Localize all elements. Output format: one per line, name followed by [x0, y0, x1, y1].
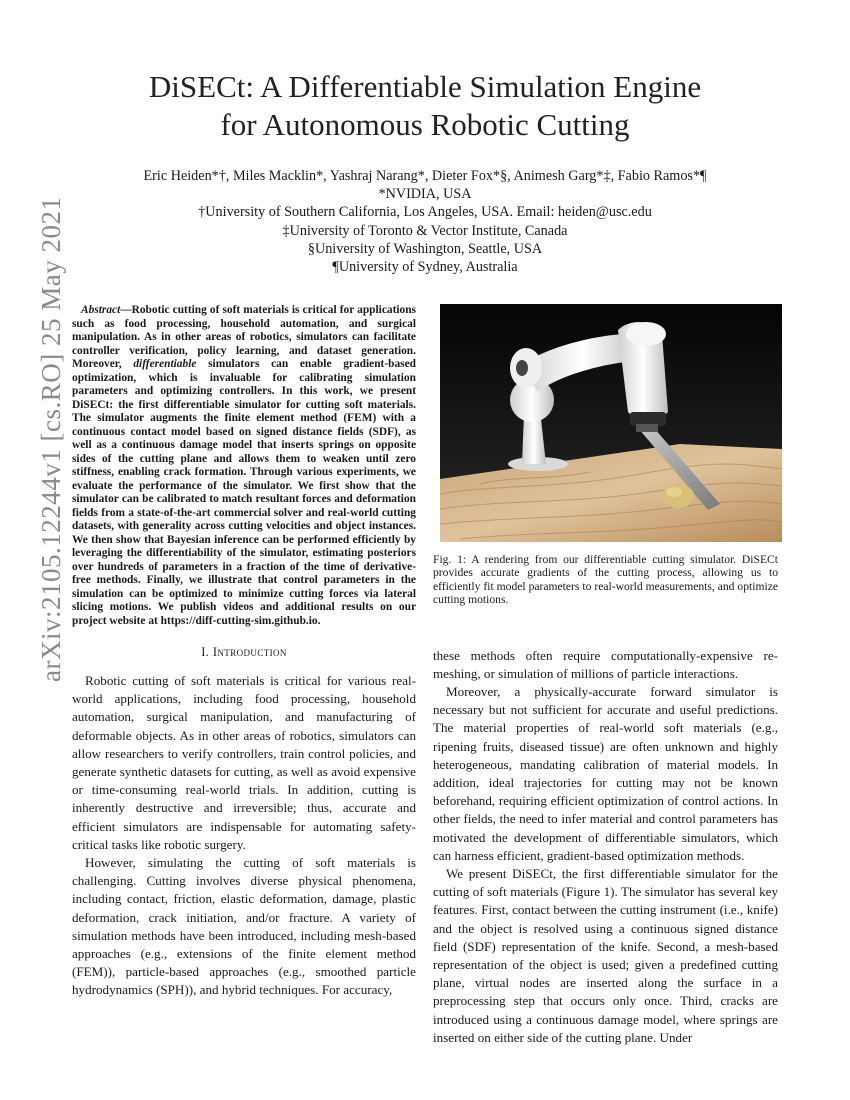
abstract-text-a: Robotic cutting of soft materials is critical for applications such as food processing, household automation, and surgical manipulation. As in other areas of robotics, simulators can facilitate controller verification, policy learning, and dataset generation. Moreover, [72, 304, 416, 370]
affiliation-washington: §University of Washington, Seattle, USA [307, 240, 543, 257]
right-column [433, 304, 778, 1047]
paragraph: Robotic cutting of soft materials is critical for various real-world applications, including food processing, household automation, surgical manipulation, and manufacturing of deformable objects. As in other areas of robotics, simulators can allow researchers to verify controllers, train control policies, and generate synthetic datasets for cutting, as well as avoid expensive or time-consuming real-world trials. In addition, cutting is inherently destructive and irreversible; thus, accurate and efficient simulators are indispensable for automating safety-critical tasks like robotic surgery. [72, 673, 416, 852]
title-line-1: DiSECt: A Differentiable Simulation Engine [148, 69, 702, 104]
robot-elbow-dark [516, 360, 528, 376]
affiliation-usc: †University of Southern California, Los Angeles, USA. Email: heiden@usc.edu [198, 204, 652, 221]
abstract: Abstract—Robotic cutting of soft materials is critical for applications such as food processing, household automation, and surgical manipulation. As in other areas of robotics, simulators can facilitate controller verification, policy learning, and dataset generation. Moreover, differentiable simulators can enable gradient-based optimization, which is invaluable for calibrating simulation parameters and optimizing controllers. In this work, we present DiSECt: the first differentiable simulator for cutting soft materials. The simulator augments the finite element method (FEM) with a continuous contact model based on signed distance fields (SDF), as well as a continuous damage model that inserts springs on opposite sides of the cutting plane and allows them to weaken until zero stiffness, enabling crack formation. Through various experiments, we evaluate the performance of the simulator. We first show that the simulator can be calibrated to match resultant forces and deformation fields from a state-of-the-art commercial solver and real-world cutting datasets, with generality across cutting velocities and object instances. We then show that Bayesian inference can be performed efficiently by leveraging the differentiability of the simulator, estimating posteriors over hundreds of parameters in a fraction of the time of derivative-free methods. Finally, we illustrate that control parameters in the simulation can be optimized to minimize cutting forces via lateral slicing motions. We publish videos and additional results on our project website at https://diff-cutting-sim.github.io. [72, 304, 416, 627]
abstract-label: Abstract [81, 304, 121, 316]
intro-left-text [72, 672, 416, 1000]
paragraph: Moreover, a physically-accurate forward simulator is necessary but not sufficient for accurate and useful predictions. The material properties of real-world soft materials (e.g., ripening fruits, diseased tissue) are often unknown and highly heterogeneous, mandating calibration of material models. In addition, ideal trajectories for cutting may not be known beforehand, requiring efficient optimization of control actions. In other fields, the need to infer material and control parameters has motivated the development of differentiable simulators, which can harness efficient, gradient-based optimization methods. [433, 684, 778, 863]
title-line-2: for Autonomous Robotic Cutting [220, 107, 630, 142]
robot-flange [630, 412, 666, 426]
robot-wrist-top [626, 322, 666, 346]
intro-right-text [433, 647, 778, 1047]
abstract-emphasis: differentiable [133, 358, 197, 370]
abstract-text-b: simulators can enable gradient-based optimization, which is invaluable for calibrating simulation parameters and optimizing controllers. In this work, we present DiSECt: the first differentiable simulator for cutting soft materials. The simulator augments the finite element method (FEM) with a continuous contact model based on signed distance fields (SDF), as well as a continuous damage model that inserts springs on opposite sides of the cutting plane and allows them to weaken until zero stiffness, enabling crack formation. Through various experiments, we evaluate the performance of the simulator. We first show that the simulator can be calibrated to match resultant forces and deformation fields from a state-of-the-art commercial solver and real-world cutting datasets, with generality across cutting velocities and object instances. We then show that Bayesian inference can be performed efficiently by leveraging the differentiability of the simulator, estimating posteriors over hundreds of parameters in a fraction of the time of derivative-free methods. Finally, we illustrate that control parameters in the simulation can be optimized to minimize cutting forces via lateral slicing motions. We publish videos and additional results on our project website at https://diff-cutting-sim.github.io. [72, 358, 416, 627]
paper-title [0, 68, 850, 144]
affiliation-sydney: ¶University of Sydney, Australia [332, 259, 518, 276]
figure-robot-cutting-rendering [440, 304, 782, 542]
section-heading-introduction [72, 645, 416, 660]
knife-holder [636, 424, 658, 432]
author-names: Eric Heiden*†, Miles Macklin*, Yashraj Narang*, Dieter Fox*§, Animesh Garg*‡, Fabio Ramos*¶ [143, 168, 707, 184]
section-title: Introduction [212, 645, 287, 659]
affiliation-toronto: ‡University of Toronto & Vector Institute, Canada [282, 222, 568, 239]
paragraph: However, simulating the cutting of soft materials is challenging. Cutting involves diverse physical phenomena, including contact, friction, elastic deformation, damage, plastic deformation, crack initiation, and/or fracture. A variety of simulation methods have been introduced, including mesh-based approaches (e.g., extensions of the finite element method (FEM)), particle-based approaches (e.g., smoothed particle hydrodynamics (SPH)), and hybrid techniques. For accuracy, [72, 855, 416, 998]
paragraph: We present DiSECt, the first differentiable simulator for the cutting of soft materials (Figure 1). The simulator has several key features. First, contact between the cutting instrument (i.e., knife) and the object is resolved using a continuous signed distance field (SDF) representation of the knife. Second, a mesh-based representation of the object is used; given a predefined cutting plane, virtual nodes are inserted along the surface in a preprocessing step that occurs only once. Third, cracks are introduced using a continuous damage model, where springs are inserted on either side of the cutting plane. Under [433, 866, 778, 1045]
author-block [0, 167, 850, 276]
robot-cutting-illustration [440, 304, 782, 542]
paragraph: these methods often require computationally-expensive re-meshing, or simulation of millions of particle interactions. [433, 647, 778, 681]
section-number: I. [201, 645, 210, 659]
left-column [72, 304, 416, 1000]
affiliation-nvidia: *NVIDIA, USA [378, 186, 472, 203]
figure-caption: Fig. 1: A rendering from our differentiable cutting simulator. DiSECt provides accurate gradients of the cutting process, allowing us to efficiently fit model parameters to real-world measurements, and optimize cutting motions. [433, 553, 778, 607]
arxiv-identifier: arXiv:2105.12244v1 [cs.RO] 25 May 2021 [36, 196, 66, 682]
potato-highlight [666, 487, 682, 497]
